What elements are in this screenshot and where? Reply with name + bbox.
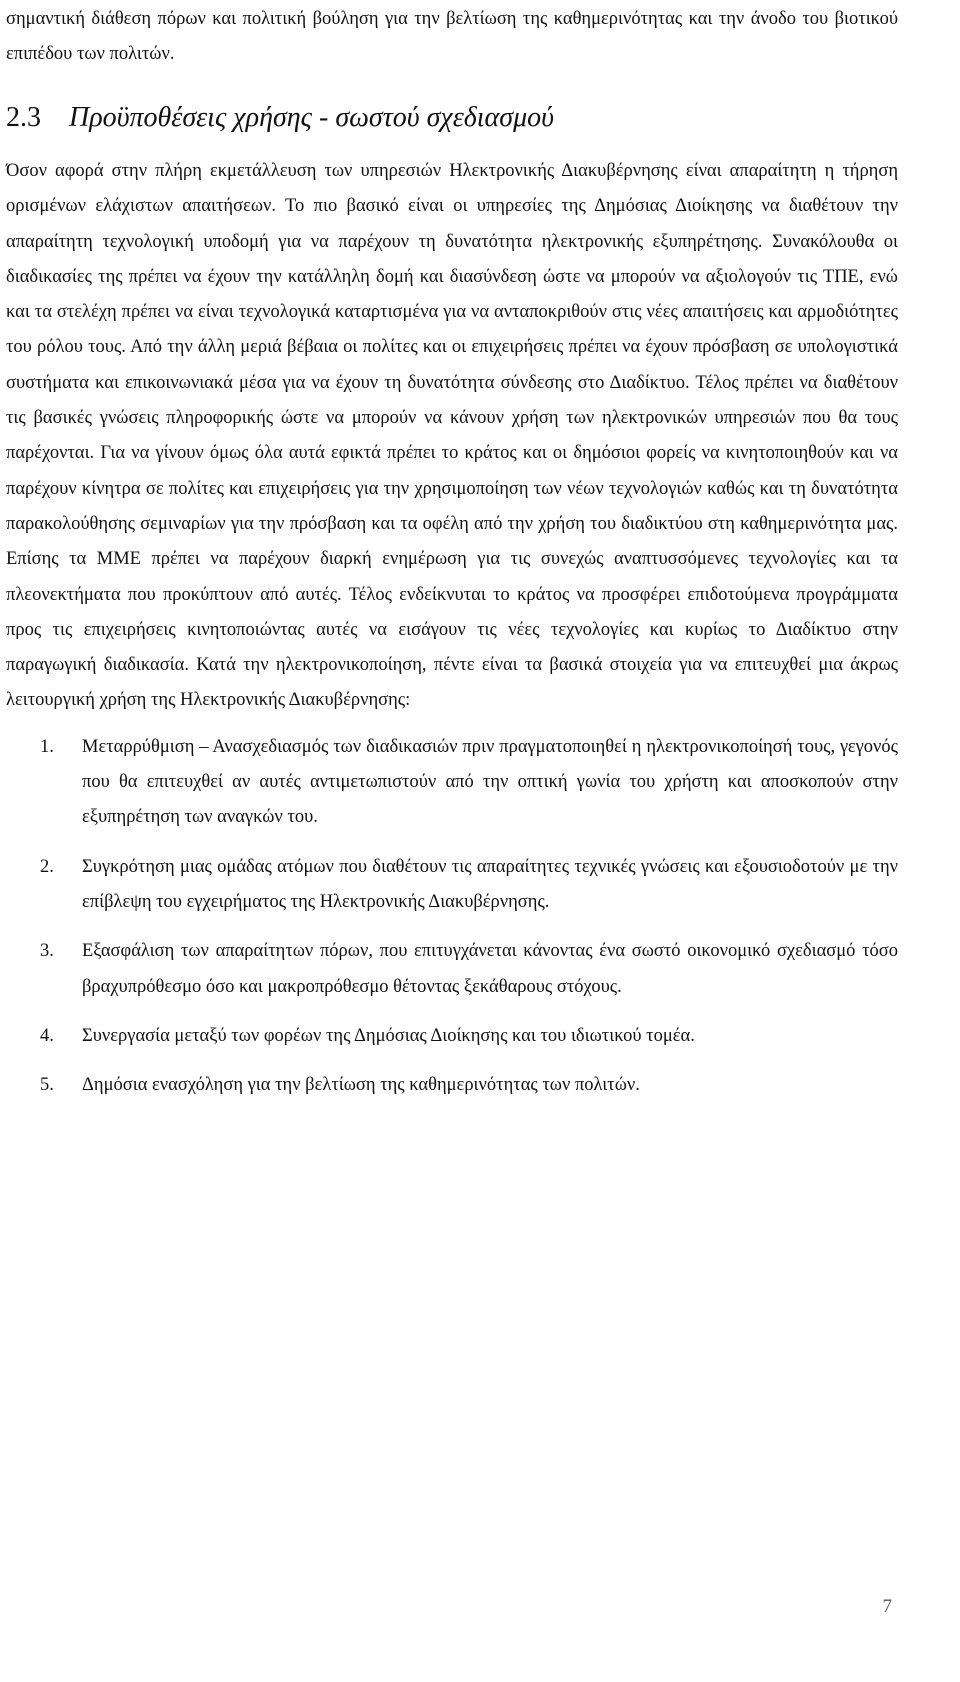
list-item	[6, 1019, 898, 1054]
list-marker: 3.	[40, 941, 54, 962]
document-page	[6, 0, 898, 1117]
list-marker: 1.	[40, 736, 54, 757]
list-item-text: Εξασφάλιση των απαραίτητων πόρων, που επιτυγχάνεται κάνοντας ένα σωστό οικονομικό σχεδιασμό τόσο βραχυπρόθεσμο όσο και μακροπρόθεσμο θέτοντας ξεκάθαρους στόχους.	[82, 941, 898, 997]
section-title: Προϋποθέσεις χρήσης - σωστού σχεδιασμού	[69, 102, 554, 133]
body-paragraph: Όσον αφορά στην πλήρη εκμετάλλευση των υπηρεσιών Ηλεκτρονικής Διακυβέρνησης είναι απαραίτητη η τήρηση ορισμένων ελάχιστων απαιτήσεων. Το πιο βασικό είναι οι υπηρεσίες της Δημόσιας Διοίκησης να διαθέτουν την απαραίτητη τεχνολογική υποδομή για να παρέχουν τη δυνατότητα ηλεκτρονικής εξυπηρέτησης. Συνακόλουθα οι διαδικασίες της πρέπει να έχουν την κατάλληλη δομή και διασύνδεση ώστε να μπορούν να αξιολογούν τις ΤΠΕ, ενώ και τα στελέχη πρέπει να είναι τεχνολογικά καταρτισμένα για να ανταποκριθούν στις νέες απαιτήσεις και αρμοδιότητες του ρόλου τους. Από την άλλη μεριά βέβαια οι πολίτες και οι επιχειρήσεις πρέπει να έχουν πρόσβαση σε υπολογιστικά συστήματα και επικοινωνιακά μέσα για να έχουν τη δυνατότητα σύνδεσης στο Διαδίκτυο. Τέλος πρέπει να διαθέτουν τις βασικές γνώσεις πληροφορικής ώστε να μπορούν να κάνουν χρήση των ηλεκτρονικών υπηρεσιών που θα τους παρέχονται. Για να γίνουν όμως όλα αυτά εφικτά πρέπει το κράτος και οι δημόσιοι φορείς να κινητοποιηθούν και να παρέχουν κίνητρα σε πολίτες και επιχειρήσεις για την χρησιμοποίηση των νέων τεχνολογιών καθώς και τη δυνατότητα παρακολούθησης σεμιναρίων για την πρόσβαση και τα οφέλη από την χρήση του διαδικτύου στη καθημερινότητα μας. Επίσης τα ΜΜΕ πρέπει να παρέχουν διαρκή ενημέρωση για τις συνεχώς αναπτυσσόμενες τεχνολογίες και τα πλεονεκτήματα που προκύπτουν από αυτές. Τέλος ενδείκνυται το κράτος να προσφέρει επιδοτούμενα προγράμματα προς τις επιχειρήσεις κινητοποιώντας αυτές να εισάγουν τις νέες τεχνολογίες και κυρίως το Διαδίκτυο στην παραγωγική διαδικασία. Κατά την ηλεκτρονικοποίηση, πέντε είναι τα βασικά στοιχεία για να επιτευχθεί μια άκρως λειτουργική χρήση της Ηλεκτρονικής Διακυβέρνησης:	[6, 161, 898, 711]
list-item	[6, 1068, 898, 1103]
requirements-list	[6, 730, 898, 1104]
list-item-text: Συνεργασία μεταξύ των φορέων της Δημόσιας Διοίκησης και του ιδιωτικού τομέα.	[82, 1025, 695, 1046]
list-marker: 4.	[40, 1025, 54, 1046]
list-item	[6, 934, 898, 1005]
section-heading	[6, 100, 898, 136]
intro-paragraph: σημαντική διάθεση πόρων και πολιτική βούληση για την βελτίωση της καθημερινότητας και την άνοδο του βιοτικού επιπέδου των πολιτών.	[6, 9, 898, 64]
section-number: 2.3	[6, 102, 41, 133]
list-marker: 5.	[40, 1075, 54, 1096]
list-item-text: Συγκρότηση μιας ομάδας ατόμων που διαθέτουν τις απαραίτητες τεχνικές γνώσεις και εξουσιοδοτούν με την επίβλεψη του εγχειρήματος της Ηλεκτρονικής Διακυβέρνησης.	[82, 856, 898, 912]
list-item-text: Δημόσια ενασχόληση για την βελτίωση της καθημερινότητας των πολιτών.	[82, 1075, 640, 1096]
list-marker: 2.	[40, 856, 54, 877]
list-item-text: Μεταρρύθμιση – Ανασχεδιασμός των διαδικασιών πριν πραγματοποιηθεί η ηλεκτρονικοποίησή τους, γεγονός που θα επιτευχθεί αν αυτές αντιμετωπιστούν από την οπτική γωνία του χρήστη και αποσκοπούν στην εξυπηρέτηση των αναγκών του.	[82, 736, 898, 828]
page-number: 7	[882, 1596, 892, 1617]
list-item	[6, 730, 898, 836]
list-item	[6, 850, 898, 921]
